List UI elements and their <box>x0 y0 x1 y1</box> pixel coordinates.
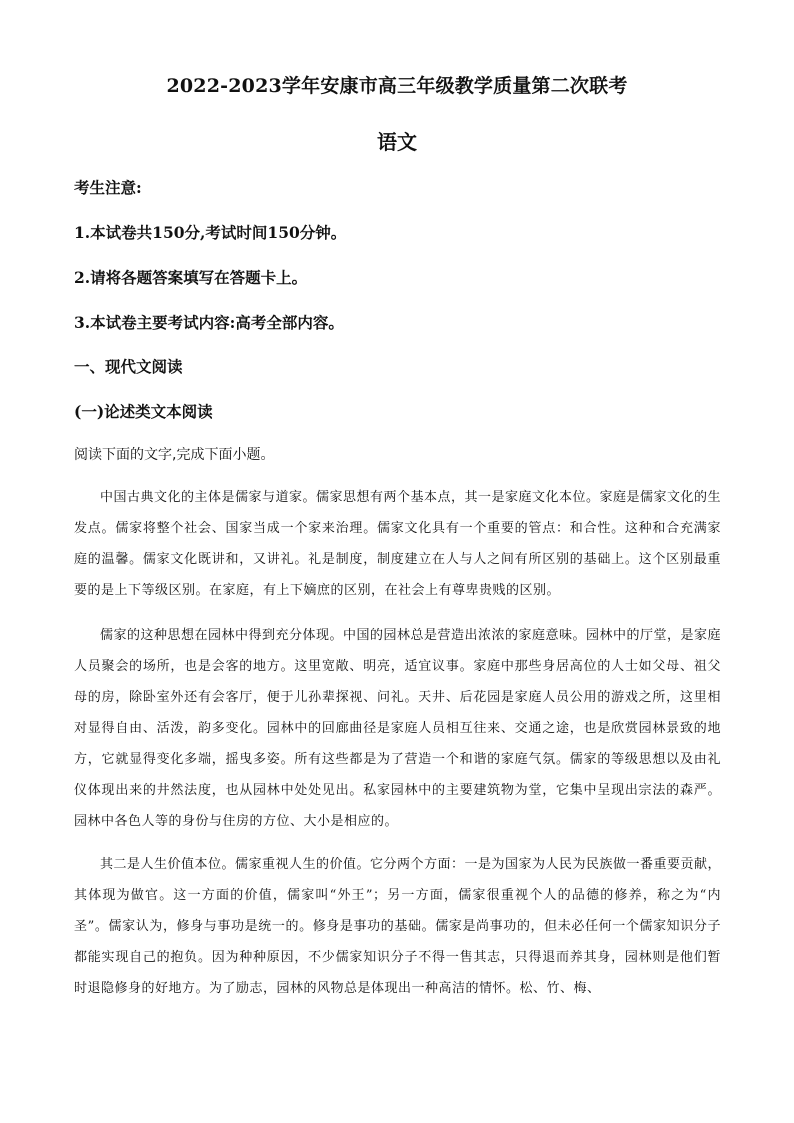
subsection-heading: (一)论述类文本阅读 <box>74 402 213 421</box>
passage-paragraph-1: 中国古典文化的主体是儒家与道家。儒家思想有两个基本点，其一是家庭文化本位。家庭是儒家文化的生发点。儒家将整个社会、国家当成一个家来治理。儒家文化具有一个重要的管点：和合性。这种和合充满家庭的温馨。儒家文化既讲和，又讲礼。礼是制度，制度建立在人与人之间有所区别的基础上。这个区别最重要的是上下等级区别。在家庭，有上下嫡庶的区别，在社会上有尊卑贵贱的区别。 <box>74 490 722 598</box>
notice-item-3: 3.本试卷主要考试内容:高考全部内容。 <box>74 313 344 332</box>
exam-title: 2022-2023学年安康市高三年级教学质量第二次联考 <box>166 75 628 97</box>
subject-title: 语文 <box>377 130 417 154</box>
instruction-text: 阅读下面的文字,完成下面小题。 <box>74 447 275 463</box>
passage-paragraph-2: 儒家的这种思想在园林中得到充分体现。中国的园林总是营造出浓浓的家庭意味。园林中的厅堂，是家庭人员聚会的场所，也是会客的地方。这里宽敞、明亮，适宜议事。家庭中那些身居高位的人士如父母、祖父母的房，除卧室外还有会客厅，便于儿孙辈探视、问礼。天井、后花园是家庭人员公用的游戏之所，这里相对显得自由、活泼，韵多变化。园林中的回廊曲径是家庭人员相互往来、交通之途，也是欣赏园林景致的地方，它就显得变化多端，摇曳多姿。所有这些都是为了营造一个和谐的家庭气氛。儒家的等级思想以及由礼仪体现出来的井然法度，也从园林中处处见出。私家园林中的主要建筑物为堂，它集中呈现出宗法的森严。园林中各色人等的身份与住房的方位、大小是相应的。 <box>74 628 722 829</box>
section-heading: 一、现代文阅读 <box>74 357 183 376</box>
notice-item-1: 1.本试卷共150分,考试时间150分钟。 <box>74 223 347 242</box>
notice-item-2: 2.请将各题答案填写在答题卡上。 <box>74 268 308 287</box>
notice-heading: 考生注意: <box>74 178 142 197</box>
passage-paragraph-3: 其二是人生价值本位。儒家重视人生的价值。它分两个方面：一是为国家为人民为民族做一番重要贡献，其体现为做官。这一方面的价值，儒家叫“外王”；另一方面，儒家很重视个人的品德的修养，称之为“内圣”。儒家认为，修身与事功是统一的。修身是事功的基础。儒家是尚事功的，但未必任何一个儒家知识分子都能实现自己的抱负。因为种种原因，不少儒家知识分子不得一售其志，只得退而养其身，园林则是他们暂时退隐修身的好地方。为了励志，园林的风物总是体现出一种高洁的情怀。松、竹、梅、 <box>74 857 722 996</box>
